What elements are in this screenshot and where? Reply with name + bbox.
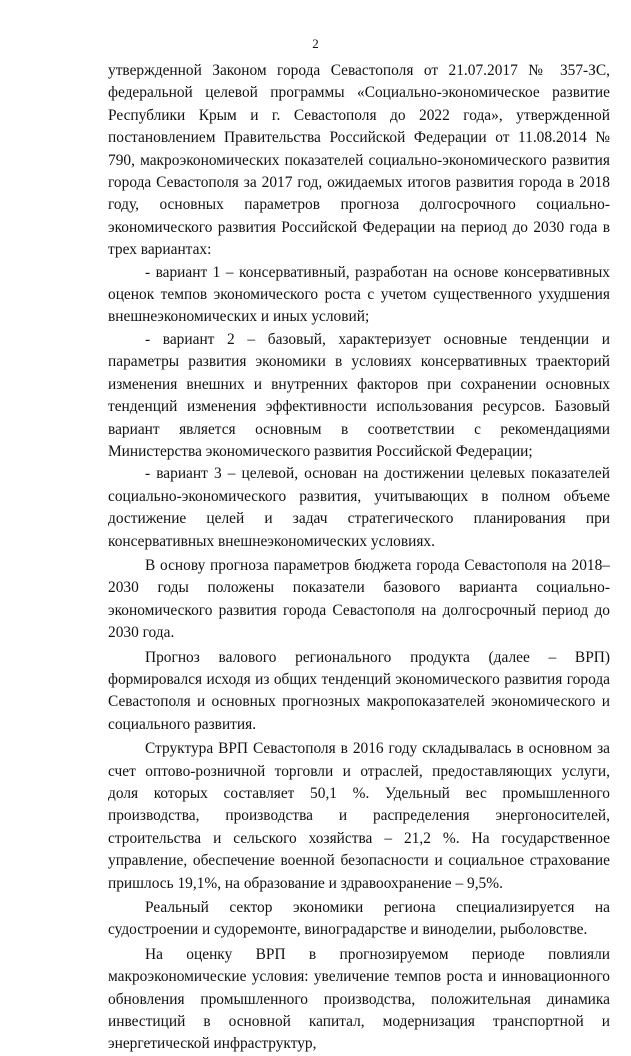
paragraph-variant-2: - вариант 2 – базовый, характеризует основные тенденции и параметры развития экономики в условиях консервативных траекторий изменения внешних и внутренних факторов при сохранении основных тенденций изменения эффективности использования ресурсов. Базовый вариант является основным в соответствии с рекомендациями Министерства экономического развития Российской Федерации; [108, 330, 610, 460]
paragraph-grp-forecast: Прогноз валового регионального продукта (далее – ВРП) формировался исходя из общих тенденций экономического развития города Севастополя и основных прогнозных макропоказателей экономического и социального развития. [108, 648, 610, 733]
paragraph-real-sector: Реальный сектор экономики региона специализируется на судостроении и судоремонте, виноградарстве и виноделии, рыболовстве. [108, 899, 610, 939]
paragraph-variant-1: - вариант 1 – консервативный, разработан на основе консервативных оценок темпов экономического роста с учетом существенного ухудшения внешнеэкономических и иных условий; [108, 263, 610, 326]
document-body [108, 60, 610, 1056]
paragraph-grp-structure: Структура ВРП Севастополя в 2016 году складывалась в основном за счет оптово-розничной торговли и отраслей, предоставляющих услуги, доля которых составляет 50,1 %. Удельный вес промышленного производства, производства и распределения энергоносителей, строительства и сельского хозяйства – 21,2 %. На государственное управление, обеспечение военной безопасности и социальное страхование пришлось 19,1%, на образование и здравоохранение – 9,5%. [108, 740, 610, 892]
paragraph-variant-3: - вариант 3 – целевой, основан на достижении целевых показателей социально-экономического развития, учитывающих в полном объеме достижение целей и задач стратегического планирования при консервативных внешнеэкономических условиях. [108, 465, 610, 550]
paragraph-budget-basis: В основу прогноза параметров бюджета города Севастополя на 2018–2030 годы положены показатели базового варианта социально-экономического развития города Севастополя на долгосрочный период до 2030 года. [108, 556, 610, 642]
page-number: 2 [312, 36, 319, 51]
paragraph-intro: утвержденной Законом города Севастополя от 21.07.2017 № 357-ЗС, федеральной целевой программы «Социально-экономическое развитие Республики Крым и г. Севастополя до 2022 года», утвержденной постановлением Правительства Российской Федерации от 11.08.2014 № 790, макроэкономических показателей социально-экономического развития города Севастополя за 2017 год, ожидаемых итогов развития города в 2018 году, основных параметров прогноза долгосрочного социально-экономического развития Российской Федерации на период до 2030 года в трех вариантах: [108, 62, 610, 259]
paragraph-grp-factors: На оценку ВРП в прогнозируемом периоде повлияли макроэкономические условия: увеличение темпов роста и инновационного обновления промышленного производства, положительная динамика инвестиций в основной капитал, модернизация транспортной и энергетической инфраструктур, [108, 945, 610, 1053]
